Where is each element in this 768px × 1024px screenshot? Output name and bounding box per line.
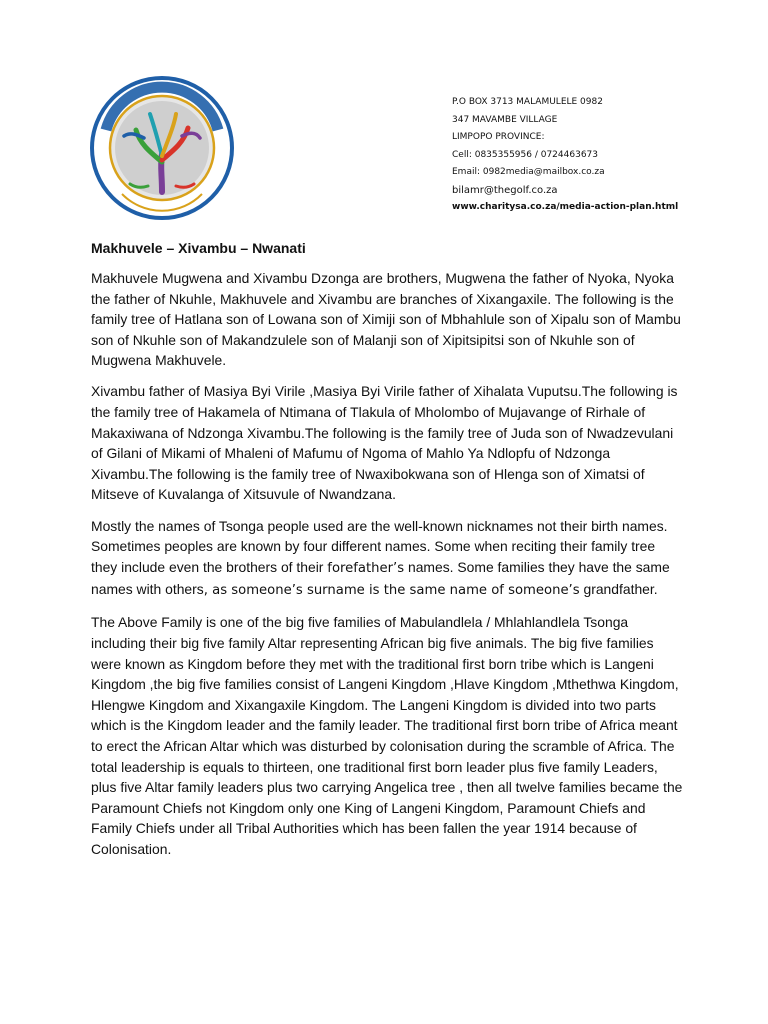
logo-emblem-icon: [88, 74, 236, 222]
naming-text-d: , as someone’s surname is the same name of someone’s: [203, 583, 580, 599]
contact-province: LIMPOPO PROVINCE:: [452, 132, 545, 142]
document-title: Makhuvele – Xivambu – Nwanati: [91, 240, 306, 256]
contact-block: [452, 94, 752, 217]
naming-text-c: names. Some families they have the same names with others: [91, 558, 670, 598]
contact-village: 347 MAVAMBE VILLAGE: [452, 114, 558, 125]
media-action-plan-logo: [88, 74, 236, 222]
contact-email-alt: bilamr@thegolf.co.za: [452, 184, 558, 196]
contact-email: Email: 0982media@mailbox.co.za: [452, 167, 605, 177]
paragraph-naming-customs: [91, 516, 683, 602]
contact-website: www.charitysa.co.za/media-action-plan.html: [452, 202, 679, 212]
naming-text-a: Mostly the names of Tsonga people used are the well-known nicknames not their birth names. Sometimes peoples are known by four different names. Some when reciting their family tree they include even the brothers of their: [91, 517, 668, 575]
document-body: [91, 238, 683, 870]
contact-cell: Cell: 0835355956 / 0724463673: [452, 149, 598, 160]
paragraph-big-five-families: The Above Family is one of the big five families of Mabulandlela / Mhlahlandlela Tsonga including their big five family Altar representing African big five animals. The big five families were known as Kingdom before they met with the traditional first born tribe which is Langeni Kingdom ,the big five families consist of Langeni Kingdom ,Hlave Kingdom ,Mthethwa Kingdom, Hlengwe Kingdom and Xixangaxile Kingdom. The Langeni Kingdom is divided into two parts which is the Kingdom leader and the family leader. The traditional first born tribe of Africa meant to erect the African Altar which was disturbed by colonisation during the scramble of Africa. The total leadership is equals to thirteen, one traditional first born leader plus five family Leaders, plus five Altar family leaders plus two carrying Angelica tree , then all twelve families became the Paramount Chiefs not Kingdom only one King of Langeni Kingdom, Paramount Chiefs and Family Chiefs under all Tribal Authorities which has been fallen the year 1914 because of Colonisation.: [91, 614, 683, 857]
naming-text-b: forefather’s: [327, 560, 405, 576]
naming-text-e: grandfather.: [579, 581, 658, 598]
contact-po-box: P.O BOX 3713 MALAMULELE 0982: [452, 97, 603, 107]
paragraph-makhuvele-lineage: Makhuvele Mugwena and Xivambu Dzonga are brothers, Mugwena the father of Nyoka, Nyoka the father of Nkuhle, Makhuvele and Xivambu are branches of Xixangaxile. The following is the family tree of Hatlana son of Lowana son of Ximiji son of Mbhahlule son of Xipalu son of Mambu son of Nkuhle son of Makandzulele son of Malanji son of Xipitsipitsi son of Nkuhle son of Mugwena Makhuvele.: [91, 270, 681, 369]
paragraph-xivambu-lineage: Xivambu father of Masiya Byi Virile ,Masiya Byi Virile father of Xihalata Vuputsu.The following is the family tree of Hakamela of Ntimana of Tlakula of Mholombo of Mujavange of Rirhale of Makaxiwana of Ndzonga Xivambu.The following is the family tree of Juda son of Nwadzevulani of Gilani of Mikami of Mhaleni of Mafumu of Ngoma of Mahlo Ya Ndlopfu of Ndzonga Xivambu.The following is the family tree of Nwaxibokwana son of Hlenga son of Ximatsi of Mitseve of Kuvalanga of Xitsuvule of Nwandzana.: [91, 383, 678, 503]
